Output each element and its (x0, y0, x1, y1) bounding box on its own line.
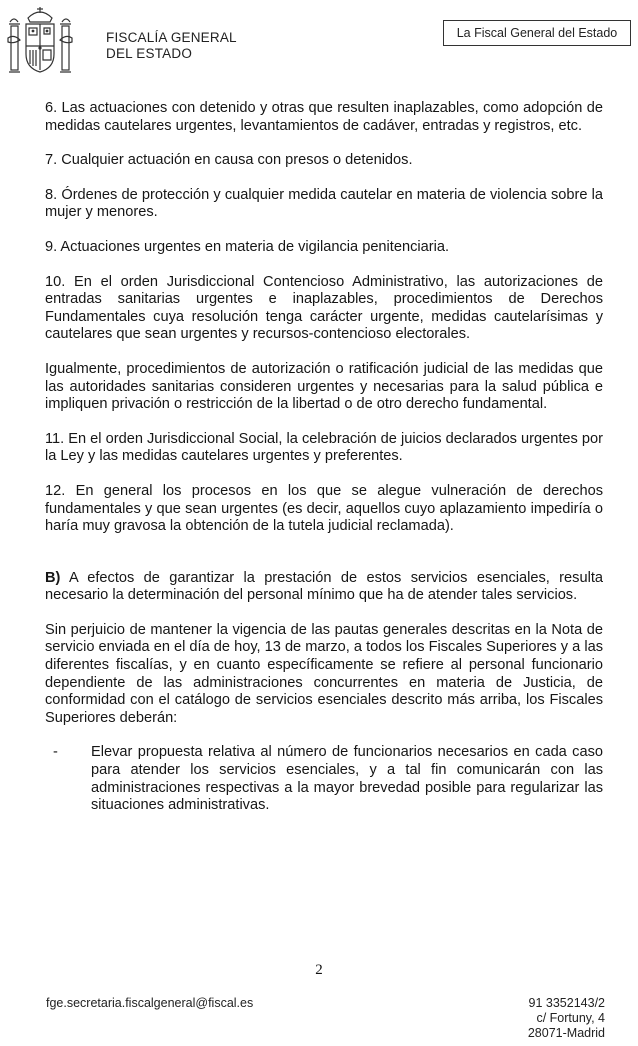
footer-phone: 91 3352143/2 (528, 996, 605, 1010)
signatory-title-box (443, 20, 631, 46)
letterhead (0, 0, 638, 80)
paragraph-11: 11. En el orden Jurisdiccional Social, la celebración de juicios declarados urgentes por la Ley y las medidas cautelares urgentes y preferentes. (45, 430, 603, 465)
bullet-text: Elevar propuesta relativa al número de funcionarios necesarios en cada caso para atender los servicios esenciales, y a tal fin comunicarán con las administraciones respectivas a la mayor brevedad posible para regularizar las situaciones administrativas. (91, 744, 603, 814)
footer-street: c/ Fortuny, 4 (536, 1011, 605, 1025)
section-b-text: A efectos de garantizar la prestación de estos servicios esenciales, resulta necesario la determinación del personal mínimo que ha de atender tales servicios. (45, 569, 603, 604)
paragraph-7: 7. Cualquier actuación en causa con presos o detenidos. (45, 152, 413, 169)
organization-name (106, 30, 237, 62)
list-item (53, 744, 603, 814)
paragraph-instructions: Sin perjuicio de mantener la vigencia de las pautas generales descritas en la Nota de servicio enviada en el día de hoy, 13 de marzo, a todos los Fiscales Superiores y a las diferentes fiscalías, y en cuanto específicamente se refiere al personal funcionario dependiente de las administraciones concurrentes en materia de Justicia, de conformidad con el catálogo de servicios esenciales descrito más arriba, los Fiscales Superiores deberán: (45, 621, 603, 726)
document-body (45, 100, 603, 815)
coat-of-arms-logo (6, 4, 74, 84)
paragraph-10-continued: Igualmente, procedimientos de autorización o ratificación judicial de las medidas que las autoridades sanitarias consideren urgentes y necesarias para la salud pública e impliquen privación o restricción de la libertad o de otro derecho fundamental. (45, 360, 603, 413)
footer-email: fge.secretaria.fiscalgeneral@fiscal.es (46, 996, 254, 1010)
paragraph-6: 6. Las actuaciones con detenido y otras que resulten inaplazables, como adopción de medidas cautelares urgentes, levantamientos de cadáver, entradas y registros, etc. (45, 100, 603, 134)
paragraph-8: 8. Órdenes de protección y cualquier medida cautelar en materia de violencia sobre la mujer y menores. (45, 186, 603, 221)
paragraph-12: 12. En general los procesos en los que se alegue vulneración de derechos fundamentales y que sean urgentes (es decir, aquellos cuyo aplazamiento impediría o haría muy gravosa la obtención de la tutela judicial reclamada). (45, 482, 603, 535)
paragraph-10: 10. En el orden Jurisdiccional Contencioso Administrativo, las autorizaciones de entradas sanitarias urgentes e inaplazables, procedimientos de Derechos Fundamentales cuya resolución tenga carácter urgente, medidas cautelarísimas y cautelares que sean urgentes y recursos-contencioso electorales. (45, 273, 603, 343)
org-line-2: DEL ESTADO (106, 46, 193, 61)
footer-city: 28071-Madrid (527, 1026, 605, 1040)
section-b-label: B) (45, 569, 61, 586)
org-line-1: FISCALÍA GENERAL (106, 30, 237, 45)
page-number: 2 (315, 962, 323, 978)
footer-address (528, 996, 605, 1041)
bullet-dash: - (53, 744, 58, 761)
paragraph-b (45, 570, 603, 605)
signatory-title: La Fiscal General del Estado (456, 26, 618, 40)
paragraph-9: 9. Actuaciones urgentes en materia de vigilancia penitenciaria. (45, 238, 450, 255)
